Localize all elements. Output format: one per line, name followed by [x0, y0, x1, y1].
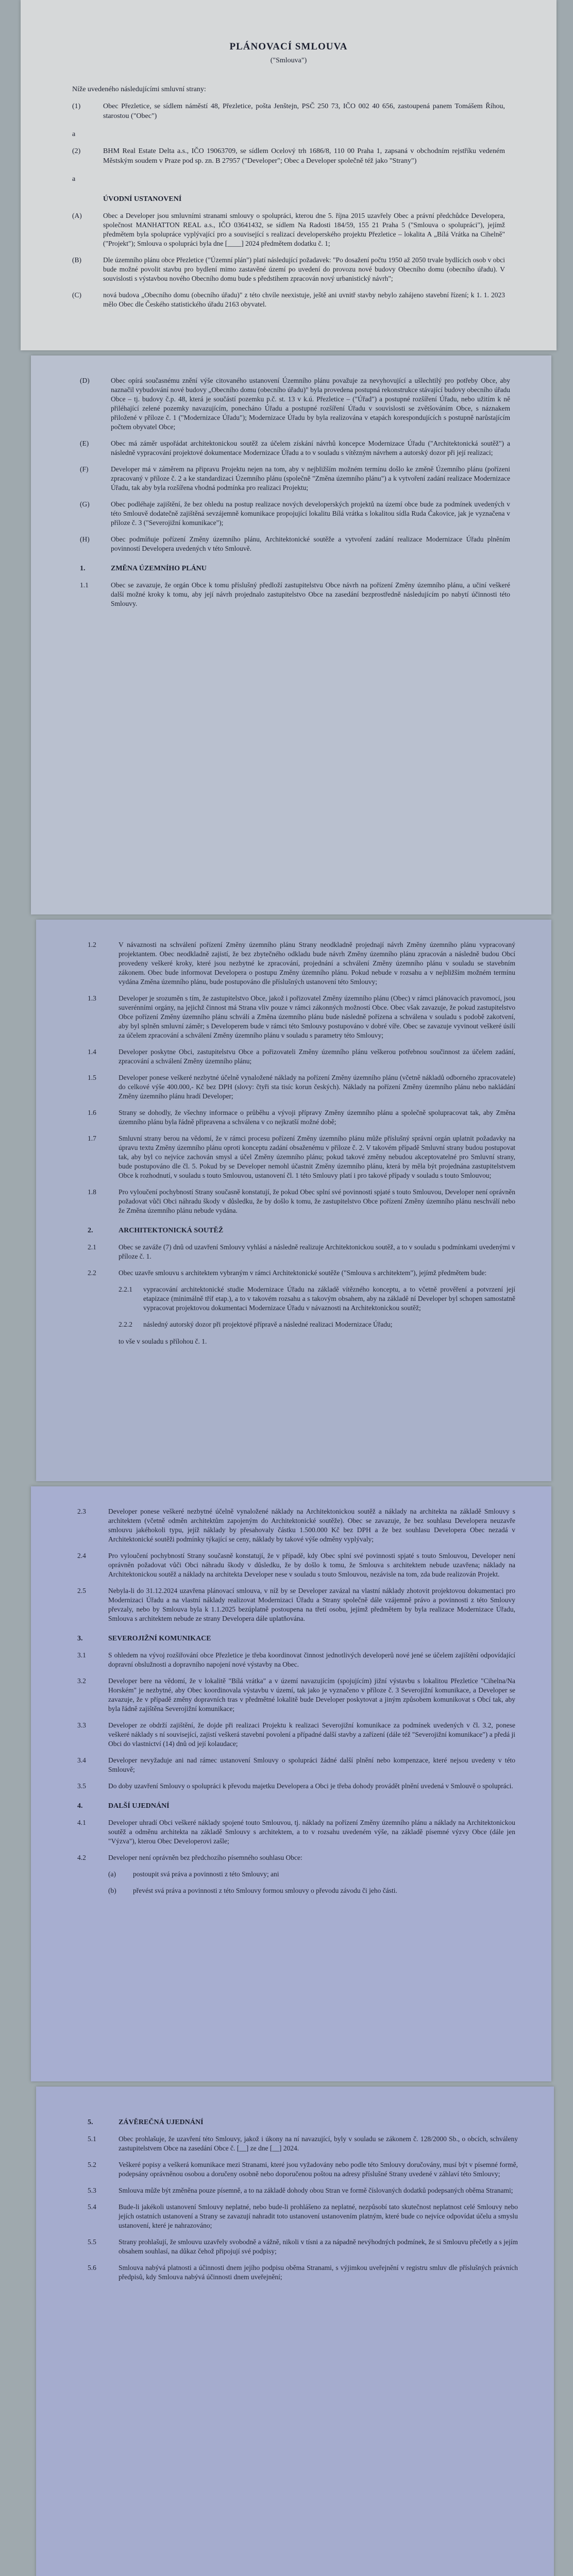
recital-text: Obec podléhaje zajištění, že bez ohledu na postup realizace nových developerských projektů na území obce bude za podmínek uvedených v této Smlouvě dodatečně zajištěná sevzájemně komunikace propojující lokalitu Bílá vrátka s lokalitou sídla Ruda Čakovice, jak je vyznačena v příloze č. 3 ("Severojižní komunikace");	[111, 500, 510, 527]
clause-text: Developer je srozuměn s tím, že zastupitelstvo Obce, jakož i pořizovatel Změny územního plánu (Obec) v rámci plánovacích pravomocí, jsou suverénními orgány, na jejichž činnost má Strana vliv pouze v rámci zákonných možností Obce. Obec však zavazuje, že pokud zastupitelstvo Obce pořízení Změny územního plánu schválí a Změna územního plánu bude následně pořízena a schválena v souladu s podobě zakotvení, aby byl splněn smluvní záměr; s Developerem bude v rámci této Smlouvy postupováno v dobré víře. Obec se zavazuje vyvinout veškeré úsilí za účelem zpracování a schválení Změny územního plánu v souladu s parametry této Smlouvy;	[119, 994, 515, 1039]
document-page-5	[36, 2087, 554, 2576]
clause-number: 2.4	[77, 1552, 86, 1560]
clause-text: Pro vyloučení pochybností Strany současně konstatují, že v případě, kdy Obec splní své povinnosti spjaté s touto Smlouvou, Developer není oprávněn požadovat vůči Obci náhradu škody v důsledku, že by došlo k tomu, že Smlouva s architektem nebude uzavřena; náklady na Architektonickou soutěž a náklady na architekta Developer nese v souladu s touto Smlouvou, nezávisle na tom, zda bude realizován Projekt.	[108, 1552, 515, 1578]
clause-text: Smluvní strany berou na vědomí, že v rámci procesu pořízení Změny územního plánu může příslušný správní orgán uplatnit požadavky na úpravu textu Změny územního plánu oproti konceptu zadání obsaženému v příloze č. 2. V takovém případě Smluvní strany budou postupovat tak, aby byl co nejvíce zachován smysl a účel Změny územního plánu; pokud takové změny nebudou akceptovatelné pro Smluvní strany, bude postupováno dle čl. 5. Pokud by se Developer nemohl účastnit Změny územního plánu, která by měla být projednána zastupitelstvem Obce k rozhodnutí, v souladu s touto Smlouvou, ustanovení čl. 1 této Smlouvy platí i pro takové případy v souladu s touto Smlouvou;	[119, 1134, 515, 1179]
party-text: Obec Přezletice, se sídlem náměstí 48, Přezletice, pošta Jenštejn, PSČ 250 73, IČO 002 40 656, zastoupená panem Tomášem Říhou, starostou ("Obec")	[103, 103, 505, 120]
clause-text: Developer nevyžaduje ani nad rámec ustanovení Smlouvy o spolupráci žádné další plnění nebo kompenzace, které nejsou uvedeny v této Smlouvě;	[108, 1756, 515, 1773]
section-number: 4.	[77, 1802, 83, 1810]
clause-text: Developer ponese veškeré nezbytné účelně vynaložené náklady na pořízení Změny územního plánu (včetně nákladů odborného zpracovatele) do celkové výše 400.000,- Kč bez DPH (slovy: čtyři sta tisíc korun českých). Náklady na pořízení Změny územního plánu nebo nakládání Změny územního plánu hradí Developer;	[119, 1074, 515, 1100]
clause-number: 5.6	[88, 2264, 96, 2272]
clause-number: 4.2	[77, 1854, 86, 1861]
clause-text: Obec se zaváže (7) dnů od uzavření Smlouvy vyhlásí a následně realizuje Architektonickou soutěž, a to v souladu s podmínkami uvedenými v příloze č. 1.	[119, 1243, 515, 1260]
section-title: ZMĚNA ÚZEMNÍHO PLÁNU	[111, 565, 207, 572]
clause-text: Obec prohlašuje, že uzavření této Smlouvy, jakož i úkony na ní navazující, byly v souladu se zákonem č. 128/2000 Sb., o obcích, schváleny zastupitelstvem Obce na zasedání Obce č. [__] ze dne [__] 2024.	[119, 2135, 518, 2152]
clause-text: Smlouva může být změněna pouze písemně, a to na základě dohody obou Stran ve formě číslovaných dodatků podepsaných oběma Stranami;	[119, 2187, 513, 2194]
clause-text: Developer poskytne Obci, zastupitelstvu Obce a pořizovateli Změny územního plánu veškerou potřebnou součinnost za účelem zadání, zpracování a schválení Změny územního plánu;	[119, 1048, 515, 1065]
recital-text: Obec opírá současnému znění výše citovaného ustanovení Územního plánu považuje za nevyhovující a ušlechtilý pro potřeby Obce, aby naznačil vybudování nové budovy „Obecního domu (obecního úřadu)" byla provedena postupná rekonstrukce stávající budovy obecního úřadu Obce – tj. budovy č.p. 48, která je součástí pozemku p.č. st. 13 v k.ú. Přezletice – ("Úřad") a postupné rozšíření Úřadu, nebo užitím k ně přiléhající zelené pozemky navazujícím, ponecháno Úřadu a postupné rozšíření Úřadu v souvislosti se zvětšováním Obce, s náznakem přiložené v příloze č. 1 ("Modernizace Úřadu"); Modernizace Úřadu by byla realizována v etapách korespondujících s postupně narůstajícím počtem obyvatel Obce;	[111, 377, 510, 431]
document-page-2	[31, 355, 551, 914]
clause-text: Developer ze obdrží zajištění, že dojde při realizaci Projektu k realizaci Severojižní komunikace za podmínek uvedených v čl. 3.2, ponese veškeré náklady s ní související, zajistí veškerá stavební povolení a případné další stavby a zařízení (dále též "Severojižní komunikace") a předá ji Obci do vlastnictví (14) dnů od její kolaudace;	[108, 1721, 515, 1748]
recital-number: (G)	[80, 500, 90, 508]
clause-number: 1.6	[88, 1109, 96, 1116]
recital-number: (H)	[80, 535, 90, 543]
clause-number: 1.5	[88, 1074, 96, 1081]
recital-number: (D)	[80, 377, 90, 384]
recital-text: nová budova „Obecního domu (obecního úřadu)" z této chvíle neexistuje, ještě ani uvnitř stavby nebylo zahájeno stavební řízení; k 1. 1. 2023 mělo Obec dle Českého statistického úřadu 2163 obyvatel.	[103, 291, 505, 308]
conjunction: a	[72, 130, 76, 138]
section-number: 3.	[77, 1635, 83, 1642]
clause-number: 3.3	[77, 1721, 86, 1729]
section-heading	[77, 1801, 515, 1811]
clause-text: Developer není oprávněn bez předchozího písemného souhlasu Obce:	[108, 1854, 302, 1861]
section-heading	[80, 564, 510, 573]
clause-number: 2.1	[88, 1243, 96, 1251]
clause-text: Nebyla-li do 31.12.2024 uzavřena plánovací smlouva, v níž by se Developer zavázal na vlastní náklady zhotovit projektovou dokumentaci pro Modernizaci Úřadu a na vlastní náklady realizovat Modernizaci Úřadu a Strany společně dále vzájemně právo a povinnosti z této Smlouvy převzaly, nebo by Smlouva byla k 1.1.2025 bezúplatně postoupena na třetí osobu, jejímž předmětem by byla realizace Modernizace Úřadu, Smlouva s architektem nebude ze strany Developera dále uplatňována.	[108, 1587, 515, 1622]
sub-clause-text: vypracování architektonické studie Modernizace Úřadu na základě vítězného konceptu, a to včetně prověření a potvrzení její etapizace (minimálně tříf etap.), a to v takovém rozsahu a s takovým obsahem, aby na základě ní Developer byl schopen samostatně vypracovat projektovou dokumentaci Modernizace Úřadu v návaznosti na Architektonickou soutěž;	[143, 1285, 515, 1312]
recital-number: (E)	[80, 439, 89, 447]
clause	[88, 2134, 518, 2153]
clause	[88, 994, 515, 1040]
clause	[77, 1853, 515, 1862]
clause-number: 2.3	[77, 1507, 86, 1515]
clause-number: 5.2	[88, 2161, 96, 2168]
clause	[88, 1047, 515, 1066]
clause	[77, 1676, 515, 1714]
recital-number: (F)	[80, 465, 89, 473]
clause	[77, 1818, 515, 1846]
clause-text: Pro vyloučení pochybností Strany současně konstatují, že pokud Obec splní své povinnosti spjaté s touto Smlouvou, Developer není oprávněn požadovat vůči Obci náhradu škody v důsledku, že by došlo k tomu, že zastupitelstvo Obce pořízení Změny územního plánu neschválí nebo že Změna územního plánu nebude vydána.	[119, 1188, 515, 1214]
clause-number: 2.2	[88, 1269, 96, 1277]
intro-text: Níže uvedeného následujícími smluvní strany:	[72, 86, 206, 93]
recital	[80, 500, 510, 528]
sub-clause	[119, 1320, 515, 1329]
clause-number: 4.1	[77, 1819, 86, 1826]
recital	[80, 535, 510, 553]
clause-number: 3.2	[77, 1677, 86, 1685]
clause	[77, 1782, 515, 1791]
clause-number: 5.3	[88, 2187, 96, 2194]
clause-tail: to vše v souladu s přílohou č. 1.	[119, 1337, 207, 1345]
clause-number: 1.1	[80, 581, 89, 589]
recital-text: Dle územního plánu obce Přezletice ("Územní plán") platí následující požadavek: "Po dosažení počtu 1950 až 2050 trvale bydlících osob v obci bude možné povolit stavbu pro bydlení mimo zastavěné území po uvedení do provozu nové budovy Obecního domu (obecního úřadu). V souvislosti s výstavbou nového Obecního domu bude s předstihem zpracován nový urbanistický návrh";	[103, 256, 505, 282]
section-title: ÚVODNÍ USTANOVENÍ	[103, 195, 182, 203]
clause-text: Smlouva nabývá platnosti a účinnosti dnem jejího podpisu oběma Stranami, s výjimkou uveřejnění v registru smluv dle příslušných právních předpisů, kdy Smlouva nabývá účinnosti dnem uveřejnění;	[119, 2264, 518, 2281]
clause-number: 2.5	[77, 1587, 86, 1595]
clause	[77, 1651, 515, 1669]
clause-text: S ohledem na vývoj rozšiřování obce Přezletice je třeba koordinovat činnost jednotlivých developerů nové jené se účelem zajištění odpovídající dopravní obslužnosti a dopravního napojení nové výstavby na Obec.	[108, 1651, 515, 1668]
recital	[72, 291, 505, 309]
recital-text: Obec a Developer jsou smluvními stranami smlouvy o spolupráci, kterou dne 5. října 2015 uzavřely Obec a právní předchůdce Developera, společnost MANHATTON REAL a.s., IČO 03641432, se sídlem Na Radosti 184/59, 155 21 Praha 5 ("Smlouva o spolupráci"), jejímž předmětem byla spolupráce vyplývající pro a související s realizací developerského projektu Přezletice – lokalita A „Bílá Vrátka na Cihelně" ("Projekt"); Smlouva o spolupráci byla dne [____] 2024 předmětem dodatku č. 1;	[103, 212, 505, 247]
section-title: ZÁVĚREČNÁ UJEDNÁNÍ	[119, 2119, 204, 2126]
recital	[72, 211, 505, 248]
recital	[80, 465, 510, 493]
section-number	[72, 194, 103, 204]
section-number: 5.	[88, 2119, 93, 2126]
clause	[88, 2160, 518, 2179]
section-heading	[77, 1634, 515, 1643]
section-heading	[88, 2117, 518, 2127]
clause-text: Developer ponese veškeré nezbytné účelně vynaložené náklady na Architektonickou soutěž a náklady na architekta na základě Smlouvy s architektem (včetně odměn architektům zapojeným do Architektonické soutěže). Obec se zavazuje, že bez souhlasu Developera neuzavře smlouvu jakéhokoli typu, jejíž náklady by přesahovaly částku 1.500.000 Kč bez DPH a že bez souhlasu Developera Obec nezadá v Architektonické soutěži podmínky týkající se ceny, náklady by takové výše odměny vyplývaly;	[108, 1507, 515, 1543]
clause	[88, 1268, 515, 1278]
sub-clause-number: (a)	[108, 1870, 116, 1878]
clause-text: Strany se dohodly, že všechny informace o průběhu a vývoji přípravy Změny územního plánu a společně spolupracovat tak, aby Změna územního plánu byla řádně připravena a schválena v co nejkratší možné době;	[119, 1109, 515, 1126]
clause-text: Obec se zavazuje, že orgán Obce k tomu příslušný předloží zastupitelstvu Obce návrh na pořízení Změny územního plánu, a učiní veškeré další možné kroky k tomu, aby její návrh projednalo zastupitelstvo Obce na zasedání bezprostředně následujícím po nabytí účinnosti této Smlouvy.	[111, 581, 510, 607]
clause-text: Bude-li jakékoli ustanovení Smlouvy neplatné, nebo bude-li prohlášeno za neplatné, nezpůsobí tato skutečnost neplatnost celé Smlouvy nebo jejích ostatních ustanovení a Strany se zavazují nahradit toto ustanovení ustanovením platným, které bude co nejvíce odpovídat účelu a smyslu ustanovení, které je nahrazováno;	[119, 2203, 518, 2229]
clause-number: 1.2	[88, 941, 96, 948]
clause	[88, 1243, 515, 1261]
clause-text: Strany prohlašují, že smlouvu uzavřely svobodně a vážně, nikoli v tísni a za nápadně nevýhodných podmínek, že si Smlouvu přečetly a s jejím obsahem souhlasí, na důkaz čehož připojují své podpisy;	[119, 2238, 518, 2255]
sub-clause	[108, 1886, 515, 1895]
clause-number: 3.4	[77, 1756, 86, 1764]
clause-number: 1.7	[88, 1134, 96, 1142]
recital-text: Obec podmíňuje pořízení Změny územního plánu, Architektonické soutěže a vytvoření zadání realizace Modernizace Úřadu plněním povinností Developera uvedených v této Smlouvě.	[111, 535, 510, 552]
sub-clause-text: postoupit svá práva a povinnosti z této Smlouvy; ani	[133, 1870, 279, 1878]
clause-number: 5.5	[88, 2238, 96, 2246]
clause	[77, 1507, 515, 1544]
clause	[80, 581, 510, 608]
recital	[80, 439, 510, 457]
section-heading	[72, 194, 505, 204]
sub-clause-number: 2.2.2	[119, 1320, 132, 1328]
party-2	[72, 146, 505, 166]
recital-number: (B)	[72, 256, 81, 264]
section-heading	[88, 1226, 515, 1235]
recital	[80, 376, 510, 432]
party-number: (1)	[72, 103, 81, 110]
section-title: DALŠÍ UJEDNÁNÍ	[108, 1802, 170, 1810]
section-title: SEVEROJIŽNÍ KOMUNIKACE	[108, 1635, 211, 1642]
clause-number: 5.4	[88, 2203, 96, 2211]
party-number: (2)	[72, 147, 81, 155]
clause	[88, 2202, 518, 2230]
clause-number: 1.3	[88, 994, 96, 1002]
sub-clause-text: následný autorský dozor při projektové přípravě a následné realizaci Modernizace Úřadu;	[143, 1320, 393, 1328]
party-1	[72, 101, 505, 121]
document-title: PLÁNOVACÍ SMLOUVA	[229, 41, 348, 52]
clause	[88, 940, 515, 987]
recital-number: (C)	[72, 291, 81, 299]
clause	[77, 1756, 515, 1774]
section-number: 1.	[80, 565, 86, 572]
clause	[77, 1551, 515, 1579]
section-title: ARCHITEKTONICKÁ SOUTĚŽ	[119, 1227, 224, 1234]
clause	[88, 2238, 518, 2256]
clause-number: 3.1	[77, 1651, 86, 1659]
clause	[88, 2263, 518, 2282]
recital-text: Developer má v záměrem na připravu Projektu nejen na tom, aby v nejbližším možném termínu došlo ke změně Územního plánu (pořízeni zpracovaný v příloze č. 2 a ke standardizaci Územního plánu (společně "Změna územního plánu") a k vytvoření zadání realizace Modernizace Úřadu, tak aby byla rozšířena vhodná podmínka pro realizaci Projektu;	[111, 465, 510, 492]
document-subtitle: ("Smlouva")	[270, 57, 307, 64]
clause	[88, 1108, 515, 1127]
conjunction: a	[72, 175, 76, 183]
clause	[88, 1188, 515, 1215]
clause-number: 3.5	[77, 1782, 86, 1790]
sub-clause	[119, 1285, 515, 1313]
sub-clause	[108, 1870, 515, 1879]
clause-text: Obec uzavře smlouvu s architektem vybraným v rámci Architektonické soutěže ("Smlouva s architektem"), jejímž předmětem bude:	[119, 1269, 487, 1277]
clause	[88, 2186, 518, 2195]
sub-clause-text: převést svá práva a povinnosti z této Smlouvy formou smlouvy o převodu závodu či jeho části.	[133, 1887, 397, 1894]
clause-number: 5.1	[88, 2135, 96, 2143]
section-number: 2.	[88, 1227, 93, 1234]
sub-clause-number: 2.2.1	[119, 1285, 132, 1293]
clause	[88, 1134, 515, 1180]
clause	[77, 1586, 515, 1623]
party-text: BHM Real Estate Delta a.s., IČO 19063709, se sídlem Ocelový trh 1686/8, 110 00 Praha 1, zapsaná v obchodním rejstříku vedeném Městským soudem v Praze pod sp. zn. B 27957 ("Developer"; Obec a Developer společně též jako "Strany")	[103, 147, 505, 165]
clause-number: 1.4	[88, 1048, 96, 1056]
document-page-3	[36, 920, 551, 1481]
recital-text: Obec má záměr uspořádat architektonickou soutěž za účelem získání návrhů koncepce Modernizace Úřadu ("Architektonická soutěž") a následně vypracování projektové dokumentace Modernizace Úřadu a to v souladu s vítězným návrhem a autorský dozor při její realizaci;	[111, 439, 510, 456]
clause-text: Veškeré popisy a veškerá komunikace mezi Stranami, které jsou vyžadovány nebo podle této Smlouvy doručovány, musí být v písemné formě, podepsány oprávněnou osobou a doručeny osobně nebo doporučenou poštou na adresy příslušné Strany uvedené v záhlaví této Smlouvy;	[119, 2161, 518, 2178]
clause	[88, 1073, 515, 1101]
clause-text: Do doby uzavření Smlouvy o spolupráci k převodu majetku Developera a Obci je třeba dohody provádět plnění uvedená v Smlouvě o spolupráci.	[108, 1782, 513, 1790]
clause	[77, 1721, 515, 1749]
clause-text: Developer bere na vědomí, že v lokalitě "Bílá vrátka" a v území navazujícím (spojujícím) jižní výstavbu s lokalitou Přezletice "Cihelna/Na Horském" je nezbytné, aby Obec koordinovala výstavbu v území, tak jako je vyznačeno v příloze č. 3 Severojižní komunikace, a Developer se zavazuje, že v případě změny dopravních tras v předmětné lokalitě bude Developer poskytovat a jiným způsobem komunikovat s Obcí tak, aby byla řádně zajištěna Severojižní komunikace;	[108, 1677, 515, 1713]
sub-clause-number: (b)	[108, 1887, 116, 1894]
recital-number: (A)	[72, 212, 82, 219]
document-page-1	[21, 0, 557, 350]
clause-number: 1.8	[88, 1188, 96, 1196]
clause-text: Developer uhradí Obci veškeré náklady spojené touto Smlouvou, tj. náklady na pořízení Změny územního plánu a náklady na Architektonickou soutěž a odměnu architekta na základě Smlouvy s architektem, a to v rozsahu uvedeném výše, na základě písemné výzvy Obce (dále jen "Výzva"), kterou Obec Developerovi zašle;	[108, 1819, 515, 1845]
recital	[72, 256, 505, 283]
clause-text: V návaznosti na schválení pořízení Změny územního plánu Strany neodkladně projednají návrh Změny územního plánu vypracovaný projektantem. Obec neodkladně zajistí, že bez zbytečného odkladu bude návrh Změny územního plánu zpracován a následně budou Obcí provedeny veškeré kroky, které jsou nezbytné ke zpracování, projednání a schválení Změny územního plánu v souladu se stavebním zákonem. Obec bude informovat Developera o postupu Změny územního plánu. Pokud nebude v rozsahu a v nejbližším možném termínu vydána Změna územního plánu, bude postupováno dle příslušných ustanovení této Smlouvy;	[119, 941, 515, 986]
document-page-4	[31, 1486, 551, 2081]
